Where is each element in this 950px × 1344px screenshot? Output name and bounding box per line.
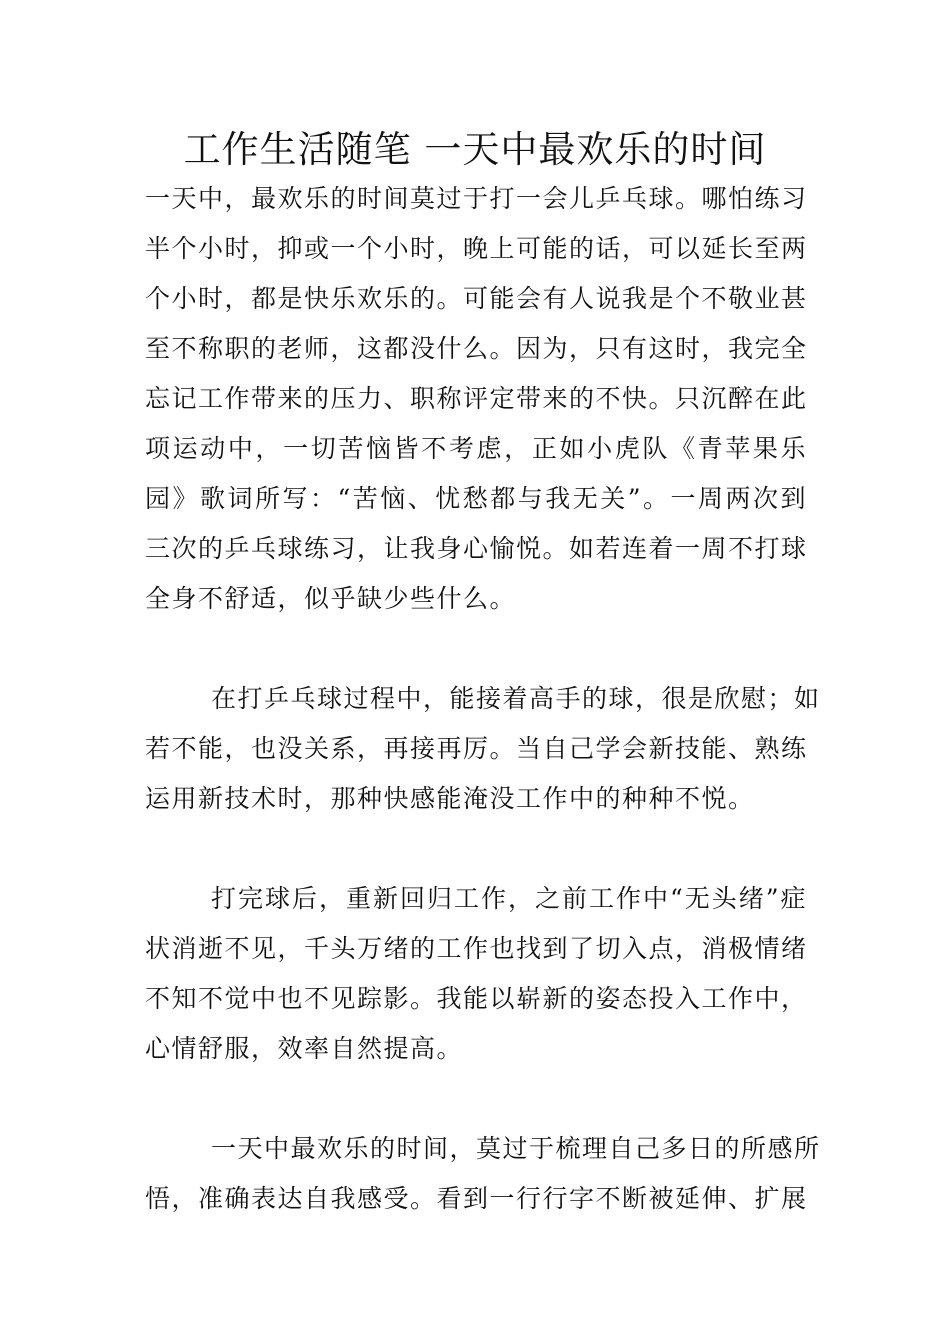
paragraph-1 bbox=[145, 174, 807, 624]
document-title: 工作生活随笔 一天中最欢乐的时间 bbox=[183, 128, 767, 171]
paragraph-line: 状消逝不见，千头万绪的工作也找到了切入点，消极情绪 bbox=[145, 934, 808, 963]
paragraph-line: 若不能，也没关系，再接再厉。当自己学会新技能、熟练 bbox=[145, 734, 808, 763]
paragraph-line: 一天中最欢乐的时间，莫过于梳理自己多日的所感所 bbox=[211, 1134, 821, 1163]
document-body bbox=[145, 174, 821, 1224]
paragraph-line: 运用新技术时，那种快感能淹没工作中的种种不悦。 bbox=[145, 784, 755, 813]
paragraph-line: 三次的乒乓球练习，让我身心愉悦。如若连着一周不打球 bbox=[145, 534, 808, 563]
paragraph-gap bbox=[145, 624, 807, 674]
paragraph-2 bbox=[145, 674, 821, 824]
paragraph-line: 至不称职的老师，这都没什么。因为，只有这时，我完全 bbox=[145, 334, 808, 363]
paragraph-line: 项运动中，一切苦恼皆不考虑，正如小虎队《青苹果乐 bbox=[145, 434, 807, 463]
paragraph-line: 一天中，最欢乐的时间莫过于打一会儿乒乓球。哪怕练习 bbox=[145, 184, 808, 213]
paragraph-line: 心情舒服，效率自然提高。 bbox=[145, 1034, 464, 1063]
paragraph-line: 不知不觉中也不见踪影。我能以崭新的姿态投入工作中， bbox=[145, 984, 808, 1013]
paragraph-line: 园》歌词所写：“苦恼、忧愁都与我无关”。一周两次到 bbox=[145, 484, 807, 513]
paragraph-line: 在打乒乓球过程中，能接着高手的球，很是欣慰；如 bbox=[211, 684, 821, 713]
paragraph-gap bbox=[145, 824, 807, 874]
paragraph-4 bbox=[145, 1124, 821, 1224]
paragraph-line: 悟，准确表达自我感受。看到一行行字不断被延伸、扩展 bbox=[145, 1184, 808, 1213]
paragraph-line: 打完球后，重新回归工作，之前工作中“无头绪”症 bbox=[211, 884, 807, 913]
paragraph-line: 全身不舒适，似乎缺少些什么。 bbox=[145, 584, 517, 613]
paragraph-line: 个小时，都是快乐欢乐的。可能会有人说我是个不敬业甚 bbox=[145, 284, 808, 313]
paragraph-gap bbox=[145, 1074, 807, 1124]
paragraph-line: 忘记工作带来的压力、职称评定带来的不快。只沉醉在此 bbox=[145, 384, 808, 413]
paragraph-line: 半个小时，抑或一个小时，晚上可能的话，可以延长至两 bbox=[145, 234, 808, 263]
paragraph-3 bbox=[145, 874, 807, 1074]
